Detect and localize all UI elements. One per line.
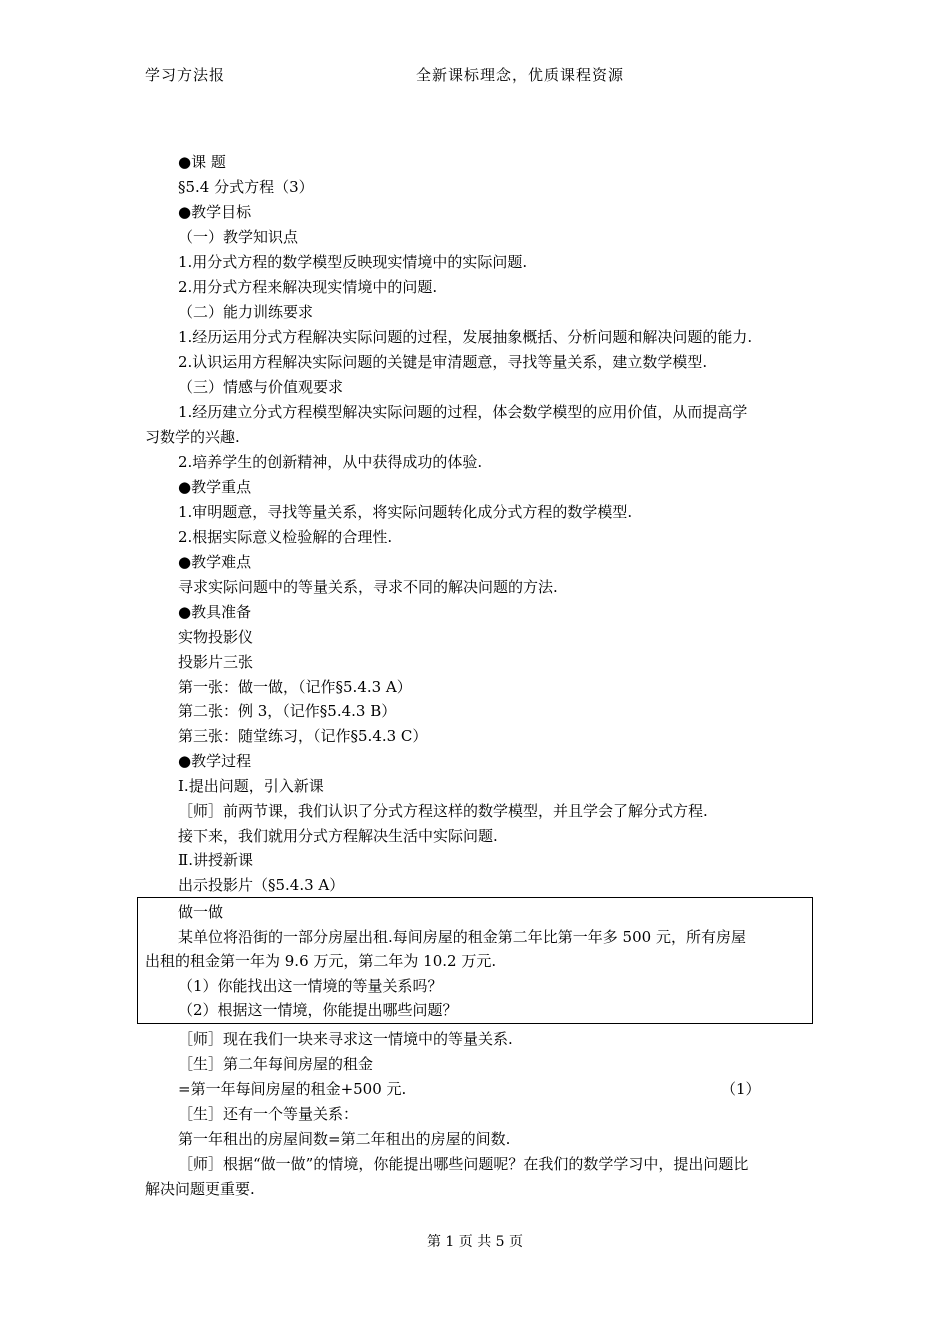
- paragraph: ［生］还有一个等量关系：: [178, 1105, 359, 1123]
- paragraph: 2.培养学生的创新精神，从中获得成功的体验.: [178, 453, 483, 471]
- paragraph: Ⅰ.提出问题，引入新课: [178, 777, 324, 795]
- paragraph: 2.认识运用方程解决实际问题的关键是审清题意，寻找等量关系，建立数学模型.: [178, 353, 708, 371]
- paragraph: 出示投影片（§5.4.3 A）: [178, 876, 345, 894]
- paragraph-continued: 解决问题更重要.: [145, 1180, 255, 1198]
- header-left: 学习方法报: [145, 66, 226, 84]
- subsection-values: （三）情感与价值观要求: [178, 378, 344, 396]
- lesson-title: §5.4 分式方程（3）: [178, 178, 314, 196]
- section-title-goals: ●教学目标: [178, 203, 252, 221]
- paragraph: ［师］前两节课，我们认识了分式方程这样的数学模型，并且学会了解分式方程.: [178, 802, 708, 820]
- paragraph: 1.审明题意，寻找等量关系，将实际问题转化成分式方程的数学模型.: [178, 503, 633, 521]
- section-title-process: ●教学过程: [178, 752, 252, 770]
- paragraph: 接下来，我们就用分式方程解决生活中实际问题.: [178, 827, 498, 845]
- subsection-knowledge: （一）教学知识点: [178, 228, 299, 246]
- equation-number: （1）: [721, 1080, 761, 1098]
- paragraph: 寻求实际问题中的等量关系，寻求不同的解决问题的方法.: [178, 578, 558, 596]
- paragraph: 第一年租出的房屋间数=第二年租出的房屋的间数.: [178, 1130, 511, 1148]
- header-right: 全新课标理念，优质课程资源: [416, 66, 625, 84]
- section-title-topic: ●课 题: [178, 153, 226, 171]
- paragraph: Ⅱ.讲授新课: [178, 851, 253, 869]
- activity-text: 某单位将沿街的一部分房屋出租.每间房屋的租金第二年比第一年多 500 元，所有房屋: [178, 928, 746, 946]
- paragraph: 第一张：做一做，（记作§5.4.3 A）: [178, 678, 412, 696]
- subsection-ability: （二）能力训练要求: [178, 303, 314, 321]
- paragraph: 第三张：随堂练习，（记作§5.4.3 C）: [178, 727, 428, 745]
- activity-title: 做一做: [178, 903, 224, 921]
- paragraph: 2.根据实际意义检验解的合理性.: [178, 528, 393, 546]
- equation: =第一年每间房屋的租金+500 元.: [178, 1080, 407, 1098]
- section-title-materials: ●教具准备: [178, 603, 252, 621]
- paragraph: 1.经历运用分式方程解决实际问题的过程，发展抽象概括、分析问题和解决问题的能力.: [178, 328, 753, 346]
- paragraph: 1.经历建立分式方程模型解决实际问题的过程，体会数学模型的应用价值，从而提高学: [178, 403, 748, 421]
- paragraph: 1.用分式方程的数学模型反映现实情境中的实际问题.: [178, 253, 528, 271]
- paragraph-continued: 习数学的兴趣.: [145, 428, 240, 446]
- section-title-key-points: ●教学重点: [178, 478, 252, 496]
- section-title-difficulties: ●教学难点: [178, 553, 252, 571]
- paragraph: ［师］根据“做一做”的情境，你能提出哪些问题呢？在我们的数学学习中，提出问题比: [178, 1155, 749, 1173]
- activity-question: （1）你能找出这一情境的等量关系吗？: [178, 977, 443, 995]
- paragraph: 2.用分式方程来解决现实情境中的问题.: [178, 278, 438, 296]
- activity-text-continued: 出租的租金第一年为 9.6 万元，第二年为 10.2 万元.: [145, 952, 497, 970]
- activity-question: （2）根据这一情境，你能提出哪些问题？: [178, 1001, 458, 1019]
- page-footer: 第 1 页 共 5 页: [426, 1234, 524, 1250]
- paragraph: ［师］现在我们一块来寻求这一情境中的等量关系.: [178, 1030, 513, 1048]
- paragraph: 实物投影仪: [178, 628, 254, 646]
- paragraph: 第二张：例 3，（记作§5.4.3 B）: [178, 702, 397, 720]
- paragraph: 投影片三张: [178, 653, 254, 671]
- paragraph: ［生］第二年每间房屋的租金: [178, 1055, 374, 1073]
